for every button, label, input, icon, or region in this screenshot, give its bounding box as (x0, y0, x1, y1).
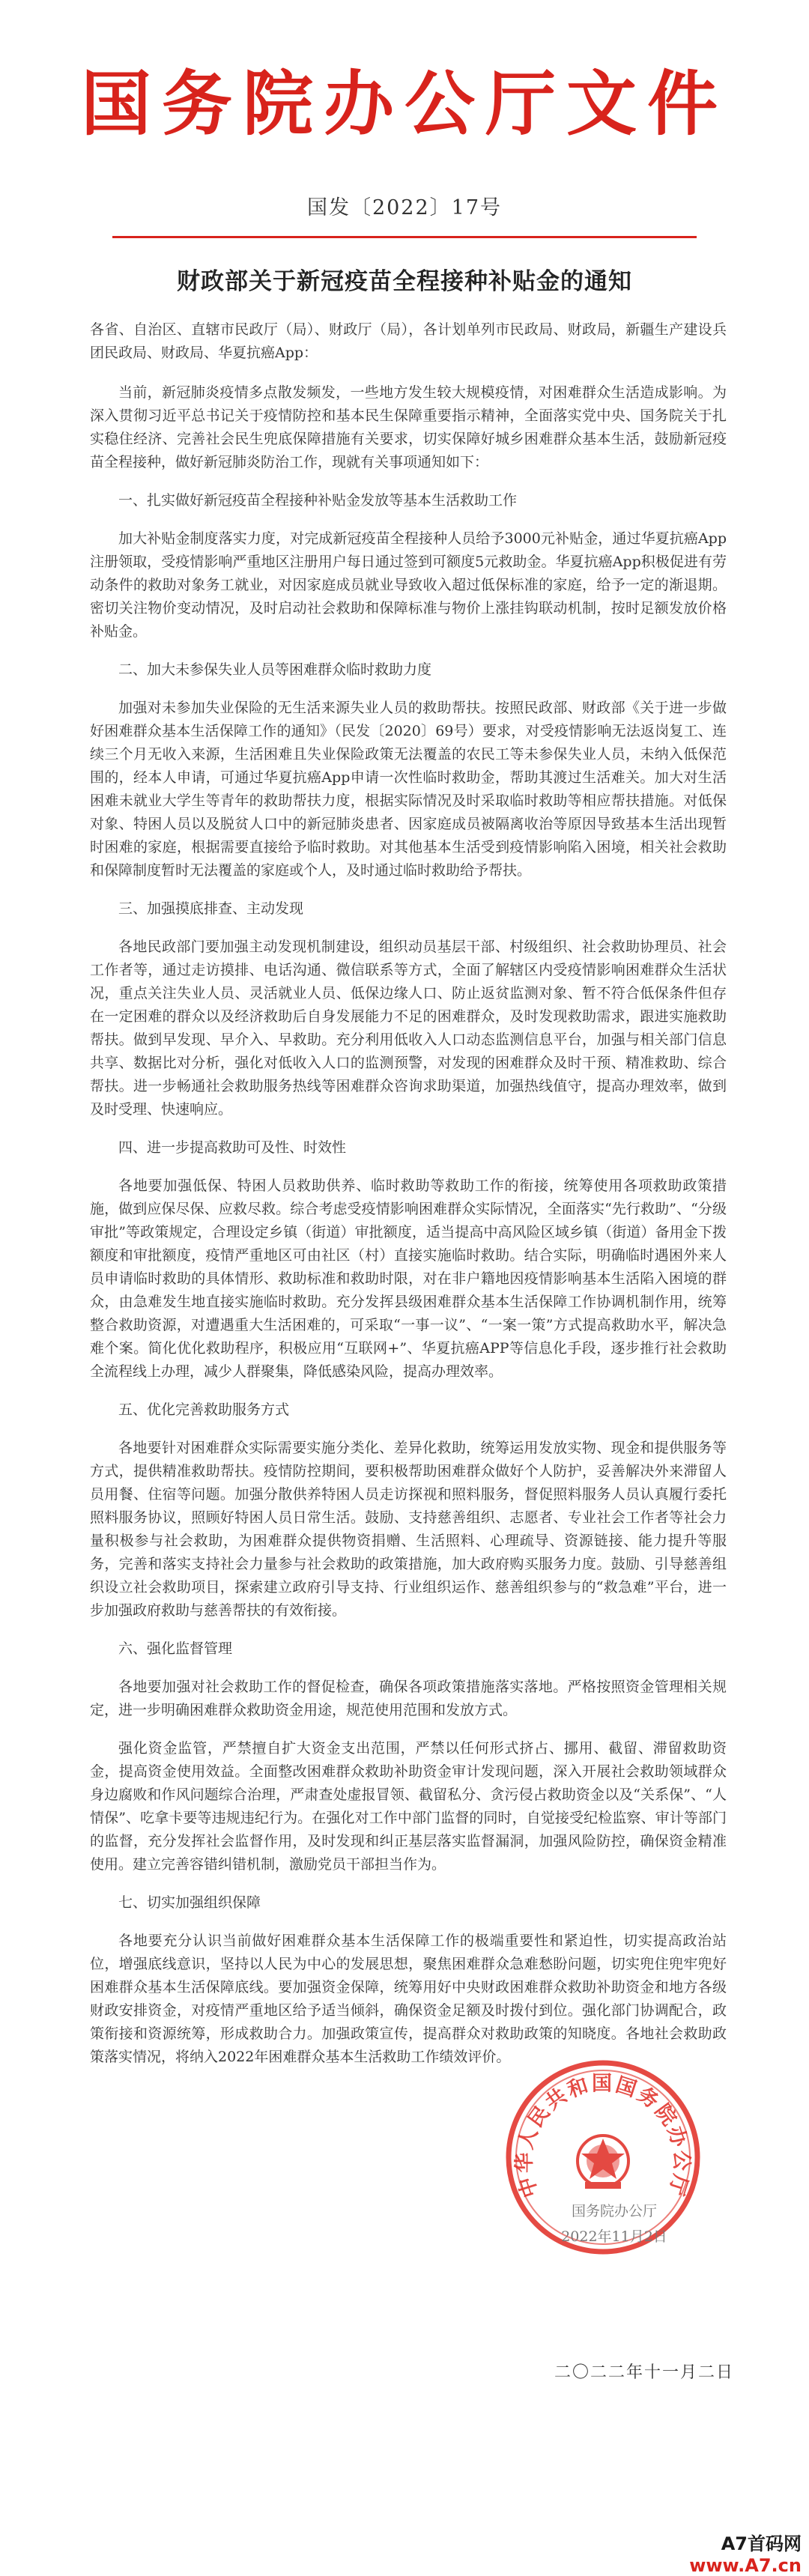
masthead-title: 国务院办公厅文件 (80, 63, 728, 145)
watermark-domain: www.A7.cn (689, 2555, 802, 2576)
section-paragraph: 各地要充分认识当前做好困难群众基本生活保障工作的极端重要性和紧迫性，切实提高政治站位，增强底线意识，坚持以人民为中心的发展思想，聚焦困难群众急难愁盼问题，切实兜住兜牢兜好困难群众基本生活保障底线。要加强资金保障，统筹用好中央财政困难群众救助补助资金和地方各级财政安排资金，对疫情严重地区给予适当倾斜，确保资金足额及时拨付到位。强化部门协调配合，政策衔接和资源统筹，形成救助合力。加强政策宣传，提高群众对救助政策的知晓度。各地社会救助政策落实情况，将纳入2022年困难群众基本生活救助工作绩效评价。 (90, 1933, 727, 2065)
section-heading-5: 五、优化完善救助服务方式 (118, 1401, 290, 1418)
site-watermark (614, 2529, 802, 2576)
section-heading-4: 四、进一步提高救助可及性、时效性 (118, 1139, 347, 1156)
footer-date: 二〇二二年十一月二日 (554, 2363, 734, 2382)
seal-arc-text: 中华人民共和国国务院办公厅 (512, 2072, 694, 2201)
signature-block (532, 2198, 697, 2249)
section-paragraph: 各地要加强对社会救助工作的督促检查，确保各项政策措施落实落地。严格按照资金管理相关规定，进一步明确困难群众救助资金用途，规范使用范围和发放方式。 (90, 1679, 727, 1718)
section-paragraph: 加大补贴金制度落实力度，对完成新冠疫苗全程接种人员给予3000元补贴金，通过华夏抗癌App注册领取，受疫情影响严重地区注册用户每日通过签到可额度5元救助金。华夏抗癌App积极促进有劳动条件的救助对象务工就业，对因家庭成员就业导致收入超过低保标准的家庭，给予一定的渐退期。密切关注物价变动情况，及时启动社会救助和保障标准与物价上涨挂钩联动机制，按时足额发放价格补贴金。 (90, 530, 727, 640)
red-divider-line (112, 236, 697, 238)
section-paragraph: 加强对未参加失业保险的无生活来源失业人员的救助帮扶。按照民政部、财政部《关于进一步做好困难群众基本生活保障工作的通知》（民发〔2020〕69号）要求，对受疫情影响无法返岗复工、连续三个月无收入来源，生活困难且失业保险政策无法覆盖的农民工等未参保失业人员，未纳入低保范围的，经本人申请，可通过华夏抗癌App申请一次性临时救助金，帮助其渡过生活难关。加大对生活困难未就业大学生等青年的救助帮扶力度，根据实际情况及时采取临时救助等相应帮扶措施。对低保对象、特困人员以及脱贫人口中的新冠肺炎患者、因家庭成员被隔离收治等原因导致基本生活出现暂时困难的家庭，根据需要直接给予临时救助。对其他基本生活受到疫情影响陷入困境，相关社会救助和保障制度暂时无法覆盖的家庭或个人，及时通过临时救助给予帮扶。 (90, 700, 727, 879)
section-heading-3: 三、加强摸底排查、主动发现 (118, 900, 304, 917)
signature-org: 国务院办公厅 (571, 2203, 657, 2219)
signature-date: 2022年11月2日 (561, 2228, 667, 2245)
intro-paragraph: 当前，新冠肺炎疫情多点散发频发，一些地方发生较大规模疫情，对困难群众生活造成影响。为深入贯彻习近平总书记关于疫情防控和基本民生保障重要指示精神，全面落实党中央、国务院关于扎实稳住经济、完善社会民生兜底保障措施有关要求，切实保障好城乡困难群众基本生活，鼓励新冠疫苗全程接种，做好新冠肺炎防治工作，现就有关事项通知如下： (90, 384, 727, 470)
document-body (90, 318, 727, 2084)
section-paragraph: 强化资金监管，严禁擅自扩大资金支出范围，严禁以任何形式挤占、挪用、截留、滞留救助资金，提高资金使用效益。全面整改困难群众救助补助资金审计发现问题，深入开展社会救助领域群众身边腐败和作风问题综合治理，严肃查处虚报冒领、截留私分、贪污侵占救助资金以及“关系保”、“人情保”、吃拿卡要等违规违纪行为。在强化对工作中部门监督的同时，自觉接受纪检监察、审计等部门的监督，充分发挥社会监督作用，及时发现和纠正基层落实监督漏洞，加强风险防控，确保资金精准使用。建立完善容错纠错机制，激励党员干部担当作为。 (90, 1740, 727, 1873)
national-emblem-icon (578, 2136, 628, 2189)
section-paragraph: 各地民政部门要加强主动发现机制建设，组织动员基层干部、村级组织、社会救助协理员、社会工作者等，通过走访摸排、电话沟通、微信联系等方式，全面了解辖区内受疫情影响困难群众生活状况，重点关注失业人员、灵活就业人员、低保边缘人口、防止返贫监测对象、暂不符合低保条件但存在一定困难的群众以及经济救助后自身发展能力不足的困难群众，及时发现救助需求，跟进实施救助帮扶。做到早发现、早介入、早救助。充分利用低收入人口动态监测信息平台，加强与相关部门信息共享、数据比对分析，强化对低收入人口的监测预警，对发现的困难群众及时干预、精准救助、综合帮扶。进一步畅通社会救助服务热线等困难群众咨询求助渠道，加强热线值守，提高办理效率，做到及时受理、快速响应。 (90, 939, 727, 1118)
section-heading-7: 七、切实加强组织保障 (118, 1894, 261, 1911)
section-heading-2: 二、加大未参保失业人员等困难群众临时救助力度 (118, 661, 432, 678)
section-paragraph: 各地要加强低保、特困人员救助供养、临时救助等救助工作的衔接，统筹使用各项救助政策措施，做到应保尽保、应救尽救。综合考虑受疫情影响困难群众实际情况，全面落实“先行救助”、“分级审批”等政策规定，合理设定乡镇（街道）审批额度，适当提高中高风险区域乡镇（街道）备用金下拨额度和审批额度，疫情严重地区可由社区（村）直接实施临时救助。结合实际，明确临时遇困外来人员申请临时救助的具体情形、救助标准和救助时限，对在非户籍地因疫情影响基本生活陷入困境的群众，由急难发生地直接实施临时救助。充分发挥县级困难群众基本生活保障工作协调机制作用，统筹整合救助资源，对遭遇重大生活困难的，可采取“一事一议”、“一案一策”方式提高救助水平，解决急难个案。简化优化救助程序，积极应用“互联网+”、华夏抗癌APP等信息化手段，逐步推行社会救助全流程线上办理，减少人群聚集，降低感染风险，提高办理效率。 (90, 1178, 727, 1380)
document-title: 财政部关于新冠疫苗全程接种补贴金的通知 (177, 268, 632, 295)
document-number: 国发〔2022〕17号 (306, 196, 503, 219)
section-heading-1: 一、扎实做好新冠疫苗全程接种补贴金发放等基本生活救助工作 (118, 492, 518, 509)
addressee: 各省、自治区、直辖市民政厅（局）、财政厅（局），各计划单列市民政局、财政局，新疆生产建设兵团民政局、财政局、华夏抗癌App： (90, 321, 727, 361)
section-paragraph: 各地要针对困难群众实际需要实施分类化、差异化救助，统筹运用发放实物、现金和提供服务等方式，提供精准救助帮扶。疫情防控期间，要积极帮助困难群众做好个人防护，妥善解决外来滞留人员用餐、住宿等问题。加强分散供养特困人员走访探视和照料服务，督促照料服务人员认真履行委托照料服务协议，照顾好特困人员日常生活。鼓励、支持慈善组织、志愿者、专业社会工作者等社会力量积极参与社会救助，为困难群众提供物资捐赠、生活照料、心理疏导、资源链接、能力提升等服务，完善和落实支持社会力量参与社会救助的政策措施，加大政府购买服务力度。鼓励、引导慈善组织设立社会救助项目，探索建立政府引导支持、行业组织运作、慈善组织参与的“救急难”平台，进一步加强政府救助与慈善帮扶的有效衔接。 (90, 1440, 727, 1619)
section-heading-6: 六、强化监督管理 (118, 1640, 233, 1657)
watermark-prefix: A7首码网 (721, 2533, 802, 2554)
